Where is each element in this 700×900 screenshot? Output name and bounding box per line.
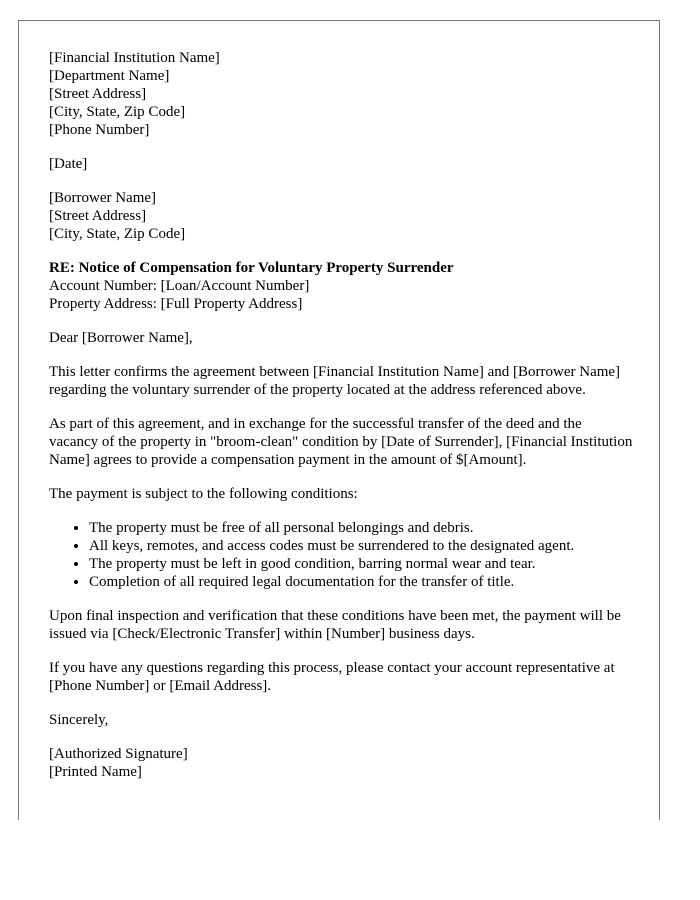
list-item: • The property must be left in good condition, barring normal wear and tear. <box>89 555 634 573</box>
recipient-street: [Street Address] <box>49 208 147 224</box>
account-number-line: Account Number: [Loan/Account Number] <box>49 278 310 294</box>
list-item: • All keys, remotes, and access codes must be surrendered to the designated agent. <box>89 537 634 555</box>
authorized-signature: [Authorized Signature] <box>49 746 188 762</box>
printed-name: [Printed Name] <box>49 764 142 780</box>
recipient-address <box>49 189 634 243</box>
reference-title: RE: Notice of Compensation for Voluntary Property Surrender <box>49 260 454 276</box>
letter-page <box>18 20 660 820</box>
sender-institution: [Financial Institution Name] <box>49 50 220 66</box>
sender-street: [Street Address] <box>49 86 147 102</box>
body-paragraph-compensation: As part of this agreement, and in exchange for the successful transfer of the deed and the vacancy of the property in "broom-clean" condition by [Date of Surrender], [Financial Institution Name] agrees to provide a compensation payment in the amount of $[Amount]. <box>49 416 633 468</box>
body-paragraph-conditions-intro: The payment is subject to the following conditions: <box>49 486 358 502</box>
sender-address <box>49 49 634 139</box>
reference-block <box>49 259 634 313</box>
conditions-list <box>49 519 634 591</box>
property-address-line: Property Address: [Full Property Address] <box>49 296 303 312</box>
sender-city-state-zip: [City, State, Zip Code] <box>49 104 186 120</box>
valediction: Sincerely, <box>49 712 109 728</box>
date-text: [Date] <box>49 156 88 172</box>
sender-department: [Department Name] <box>49 68 170 84</box>
recipient-name: [Borrower Name] <box>49 190 157 206</box>
body-paragraph-payment: Upon final inspection and verification that these conditions have been met, the payment will be issued via [Check/Electronic Transfer] within [Number] business days. <box>49 608 621 642</box>
body-paragraph-contact: If you have any questions regarding this process, please contact your account representative at [Phone Number] or [Email Address]. <box>49 660 615 694</box>
list-item: • The property must be free of all personal belongings and debris. <box>89 519 634 537</box>
letter-date <box>49 155 634 173</box>
recipient-city-state-zip: [City, State, Zip Code] <box>49 226 186 242</box>
signature-block <box>49 745 634 781</box>
list-item: • Completion of all required legal documentation for the transfer of title. <box>89 573 634 591</box>
salutation: Dear [Borrower Name], <box>49 330 193 346</box>
letter-content <box>49 49 634 797</box>
body-paragraph-agreement: This letter confirms the agreement between [Financial Institution Name] and [Borrower Name] regarding the voluntary surrender of the property located at the address referenced above. <box>49 364 621 398</box>
sender-phone: [Phone Number] <box>49 122 150 138</box>
